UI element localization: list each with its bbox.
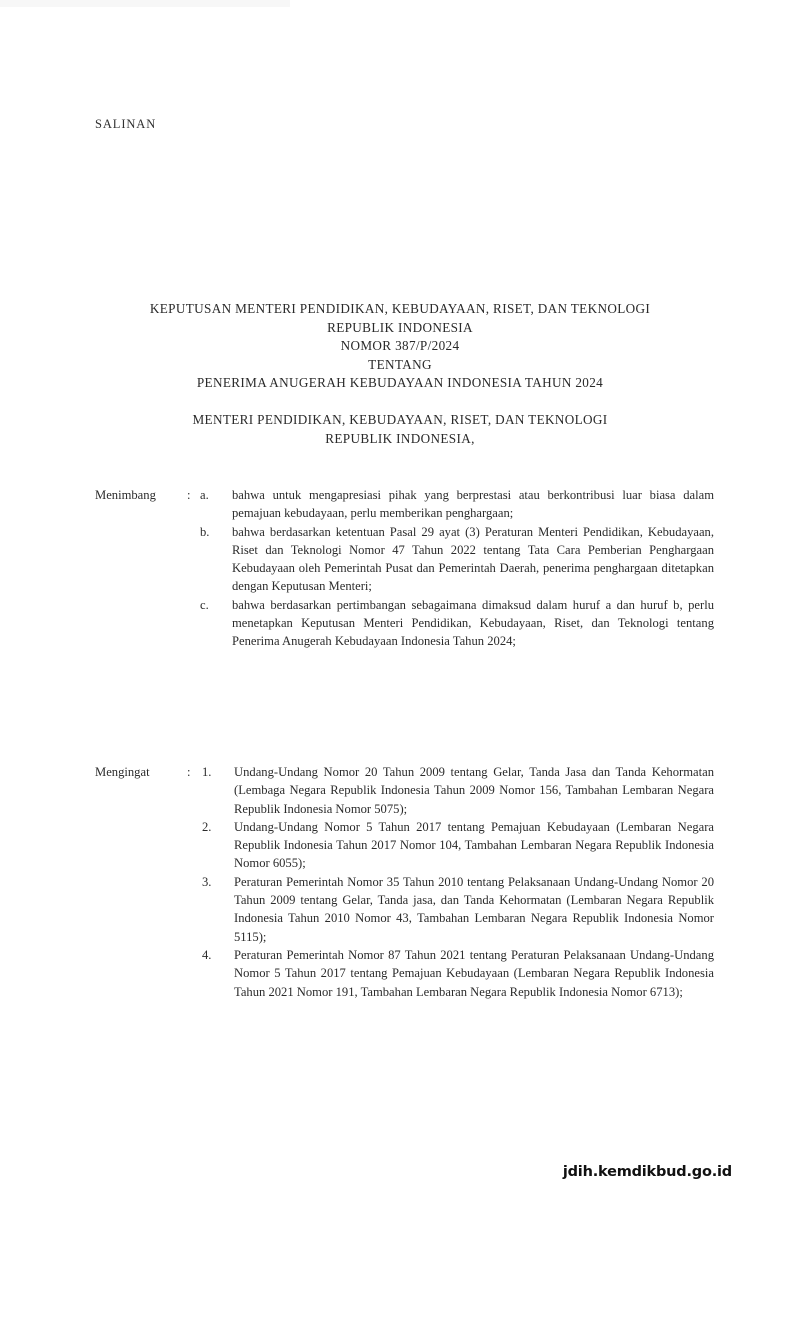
menimbang-marker-a: a. xyxy=(200,488,209,502)
mengingat-item-4 xyxy=(95,946,715,1001)
mengingat-text-3: Peraturan Pemerintah Nomor 35 Tahun 2010 tentang Pelaksanaan Undang-Undang Nomor 20 Tahun 2009 tentang Gelar, Tanda jasa, dan Tanda Kehormatan (Lembaran Negara Republik Indonesia Tahun 2010 Nomor 43, Tambahan Lembaran Negara Republik Indonesia Nomor 5115); xyxy=(234,874,714,944)
mengingat-marker-2: 2. xyxy=(202,819,212,834)
menimbang-item-c xyxy=(95,596,715,651)
menimbang-colon: : xyxy=(187,488,191,502)
title-line-tentang: TENTANG xyxy=(368,356,432,372)
title-line-2: REPUBLIK INDONESIA xyxy=(327,319,473,335)
menimbang-item-a xyxy=(95,486,715,523)
footer-watermark-jdih: jdih.kemdikbud.go.id xyxy=(562,1164,732,1180)
mengingat-item-2 xyxy=(95,818,715,873)
title-line-subject: PENERIMA ANUGERAH KEBUDAYAAN INDONESIA TAHUN 2024 xyxy=(196,375,604,391)
mengingat-text-1: Undang-Undang Nomor 20 Tahun 2009 tentang Gelar, Tanda Jasa dan Tanda Kehormatan (Lembaga Negara Republik Indonesia Tahun 2009 Nomor 156, Tambahan Lembaran Negara Republik Indonesia Nomor 5075); xyxy=(234,765,714,816)
copy-mark-salinan: SALINAN xyxy=(95,117,157,131)
title-line-1: KEPUTUSAN MENTERI PENDIDIKAN, KEBUDAYAAN, RISET, DAN TEKNOLOGI xyxy=(149,301,651,316)
mengingat-colon: : xyxy=(187,765,191,779)
mengingat-marker-3: 3. xyxy=(202,874,212,889)
mengingat-text-2: Undang-Undang Nomor 5 Tahun 2017 tentang Pemajuan Kebudayaan (Lembaran Negara Republik Indonesia Tahun 2017 Nomor 104, Tambahan Lembaran Negara Republik Indonesia Nomor 6055); xyxy=(234,819,714,871)
mengingat-section xyxy=(95,763,715,1001)
mengingat-marker-1: 1. xyxy=(202,765,212,779)
mengingat-text-4: Peraturan Pemerintah Nomor 87 Tahun 2021 tentang Peraturan Pelaksanaan Undang-Undang Nomor 5 Tahun 2017 tentang Pemajuan Kebudayaan (Lembaran Negara Republik Indonesia Tahun 2021 Nomor 191, Tambahan Lembaran Negara Republik Indonesia Nomor 6713); xyxy=(234,947,714,999)
signatory-line-1: MENTERI PENDIDIKAN, KEBUDAYAAN, RISET, DAN TEKNOLOGI xyxy=(192,412,608,427)
signatory-heading-block xyxy=(88,411,712,448)
mengingat-item-3 xyxy=(95,873,715,946)
menimbang-text-a: bahwa untuk mengapresiasi pihak yang berprestasi atau berkontribusi luar biasa dalam pemajuan kebudayaan, perlu memberikan penghargaan; xyxy=(232,488,714,521)
menimbang-marker-b: b. xyxy=(200,524,210,539)
page-top-edge-strip xyxy=(0,0,290,7)
signatory-line-2: REPUBLIK INDONESIA, xyxy=(325,430,475,446)
menimbang-item-b xyxy=(95,523,715,596)
menimbang-label: Menimbang xyxy=(95,488,156,502)
menimbang-section xyxy=(95,486,715,651)
mengingat-item-1 xyxy=(95,763,715,818)
menimbang-text-c: bahwa berdasarkan pertimbangan sebagaimana dimaksud dalam huruf a dan huruf b, perlu menetapkan Keputusan Menteri Pendidikan, Kebudayaan, Riset, dan Teknologi tentang Penerima Anugerah Kebudayaan Indonesia Tahun 2024; xyxy=(232,597,714,649)
title-line-number: NOMOR 387/P/2024 xyxy=(340,338,460,354)
document-title-block xyxy=(88,300,712,393)
mengingat-label: Mengingat xyxy=(95,765,150,779)
mengingat-marker-4: 4. xyxy=(202,947,212,962)
menimbang-marker-c: c. xyxy=(200,597,209,612)
menimbang-text-b: bahwa berdasarkan ketentuan Pasal 29 ayat (3) Peraturan Menteri Pendidikan, Kebudayaan, Riset dan Teknologi Nomor 47 Tahun 2022 tentang Tata Cara Pemberian Penghargaan Kebudayaan oleh Pemerintah Pusat dan Pemerintah Daerah, penerima penghargaan ditetapkan dengan Keputusan Menteri; xyxy=(232,524,714,594)
